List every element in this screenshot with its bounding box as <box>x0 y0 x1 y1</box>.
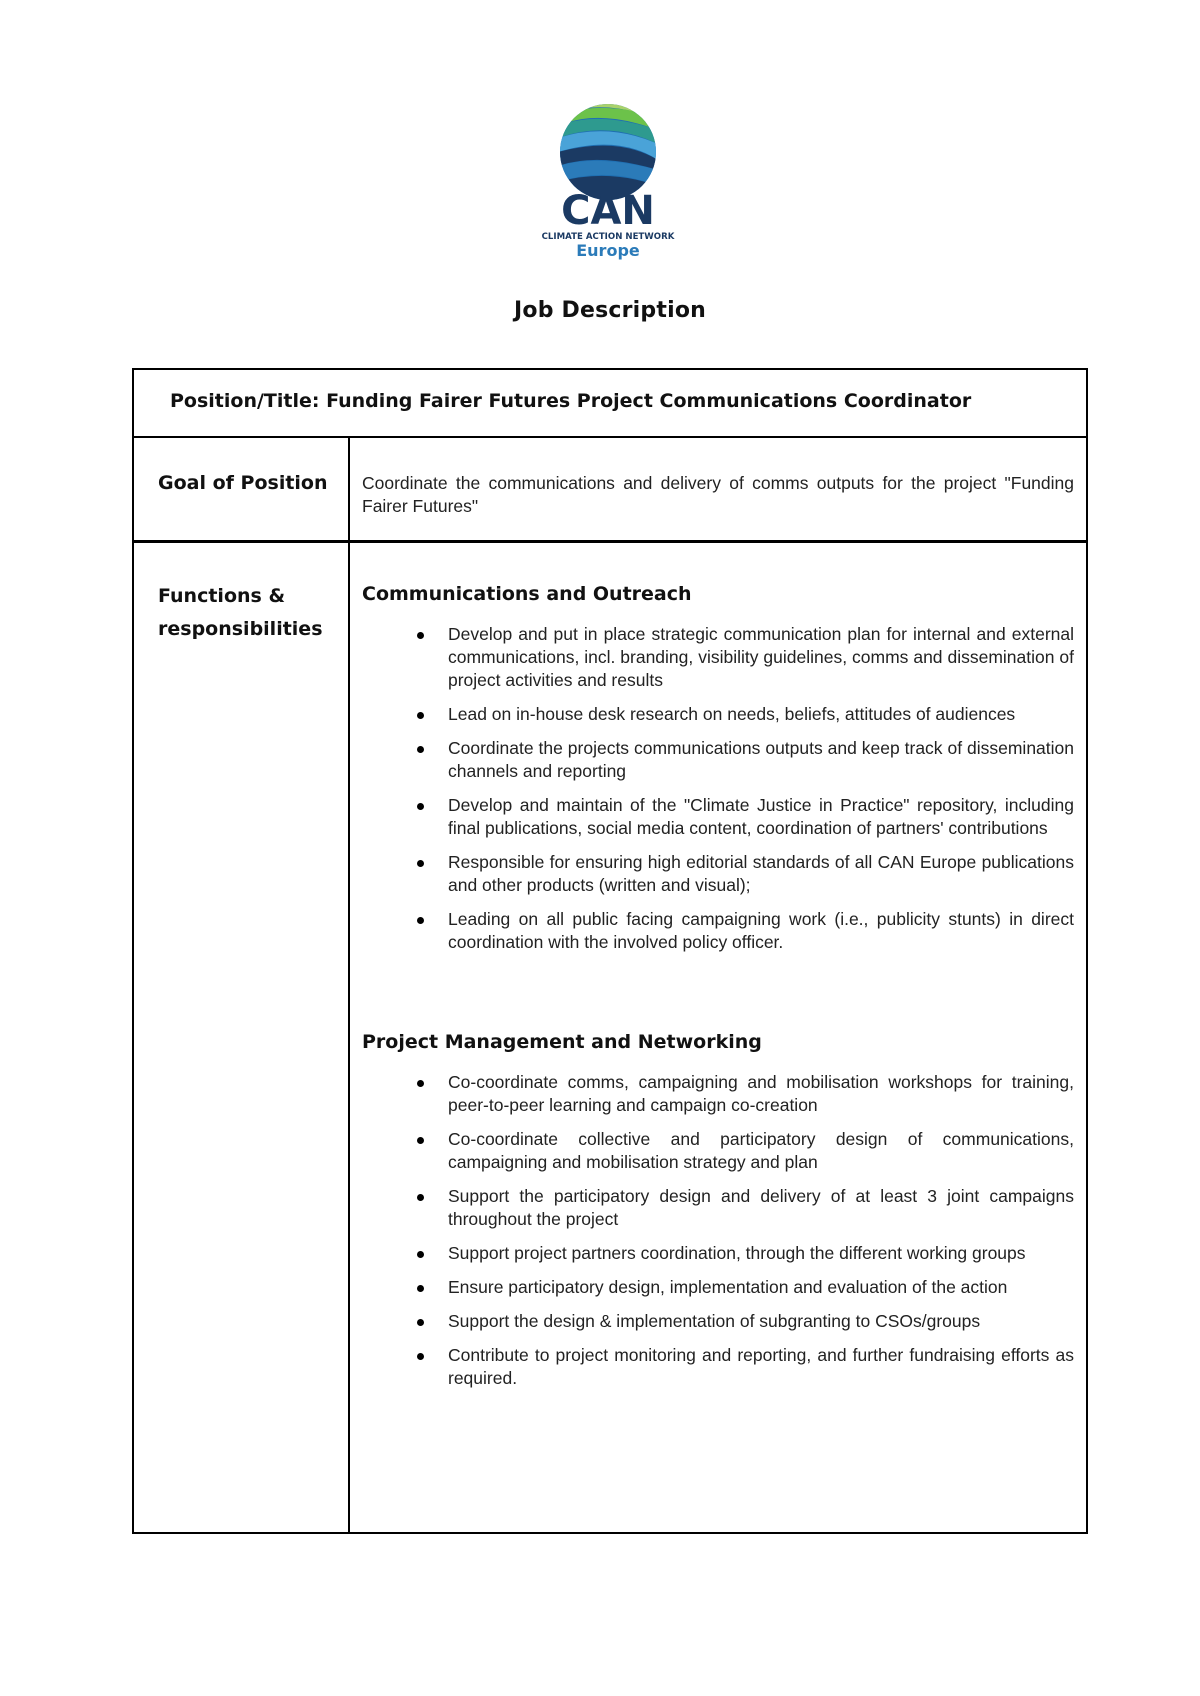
bullet-icon <box>417 917 424 924</box>
section-heading-communications: Communications and Outreach <box>362 583 692 605</box>
bullet-icon <box>417 1319 424 1326</box>
goal-label: Goal of Position <box>158 472 328 494</box>
bullet-icon <box>417 1080 424 1087</box>
goal-text: Coordinate the communications and delivery of comms outputs for the project "Funding Fairer Futures" <box>362 473 1074 516</box>
list-item <box>362 794 1074 840</box>
column-divider <box>348 436 350 1532</box>
list-item-text: Develop and put in place strategic communication plan for internal and external communications, incl. branding, visibility guidelines, comms and dissemination of project activities and results <box>448 624 1074 690</box>
row-divider <box>134 540 1086 543</box>
list-item-text: Develop and maintain of the "Climate Justice in Practice" repository, including final publications, social media content, coordination of partners' contributions <box>448 795 1074 838</box>
list-item-text: Ensure participatory design, implementation and evaluation of the action <box>448 1277 1008 1297</box>
bullet-icon <box>417 860 424 867</box>
list-item <box>362 623 1074 692</box>
list-item-text: Support project partners coordination, through the different working groups <box>448 1243 1026 1263</box>
bullet-icon <box>417 1137 424 1144</box>
list-item <box>362 1344 1074 1390</box>
project-management-list <box>362 1071 1074 1401</box>
bullet-icon <box>417 1285 424 1292</box>
list-item-text: Contribute to project monitoring and reporting, and further fundraising efforts as required. <box>448 1345 1074 1388</box>
logo-wordmark: CAN <box>561 188 655 234</box>
bullet-icon <box>417 803 424 810</box>
position-title-row <box>134 370 1086 438</box>
list-item <box>362 1242 1074 1265</box>
list-item <box>362 1128 1074 1174</box>
logo-region: Europe <box>576 241 640 260</box>
logo-network-name: CLIMATE ACTION NETWORK <box>541 232 675 242</box>
list-item-text: Leading on all public facing campaigning work (i.e., publicity stunts) in direct coordination with the involved policy officer. <box>448 909 1074 952</box>
list-item <box>362 1276 1074 1299</box>
list-item-text: Support the design & implementation of subgranting to CSOs/groups <box>448 1311 981 1331</box>
bullet-icon <box>417 1251 424 1258</box>
list-item <box>362 1310 1074 1333</box>
bullet-icon <box>417 632 424 639</box>
job-description-table <box>132 368 1088 1534</box>
functions-label: Functions & responsibilities <box>158 585 323 640</box>
list-item <box>362 908 1074 954</box>
list-item <box>362 1071 1074 1117</box>
list-item-text: Responsible for ensuring high editorial standards of all CAN Europe publications and other products (written and visual); <box>448 852 1074 895</box>
list-item-text: Coordinate the projects communications outputs and keep track of dissemination channels and reporting <box>448 738 1074 781</box>
page-title: Job Description <box>514 298 706 323</box>
bullet-icon <box>417 746 424 753</box>
section-heading-project-management: Project Management and Networking <box>362 1031 762 1053</box>
list-item-text: Co-coordinate comms, campaigning and mobilisation workshops for training, peer-to-peer learning and campaign co-creation <box>448 1072 1074 1115</box>
list-item <box>362 1185 1074 1231</box>
bullet-icon <box>417 712 424 719</box>
bullet-icon <box>417 1353 424 1360</box>
logo-graphic <box>528 104 688 262</box>
communications-list <box>362 623 1074 965</box>
list-item <box>362 851 1074 897</box>
bullet-icon <box>417 1194 424 1201</box>
list-item <box>362 737 1074 783</box>
list-item-text: Support the participatory design and delivery of at least 3 joint campaigns throughout the project <box>448 1186 1074 1229</box>
position-title: Position/Title: Funding Fairer Futures Project Communications Coordinator <box>170 390 972 412</box>
can-europe-logo <box>528 104 688 262</box>
list-item-text: Co-coordinate collective and participatory design of communications, campaigning and mobilisation strategy and plan <box>448 1129 1074 1172</box>
list-item <box>362 703 1074 726</box>
list-item-text: Lead on in-house desk research on needs, beliefs, attitudes of audiences <box>448 704 1016 724</box>
